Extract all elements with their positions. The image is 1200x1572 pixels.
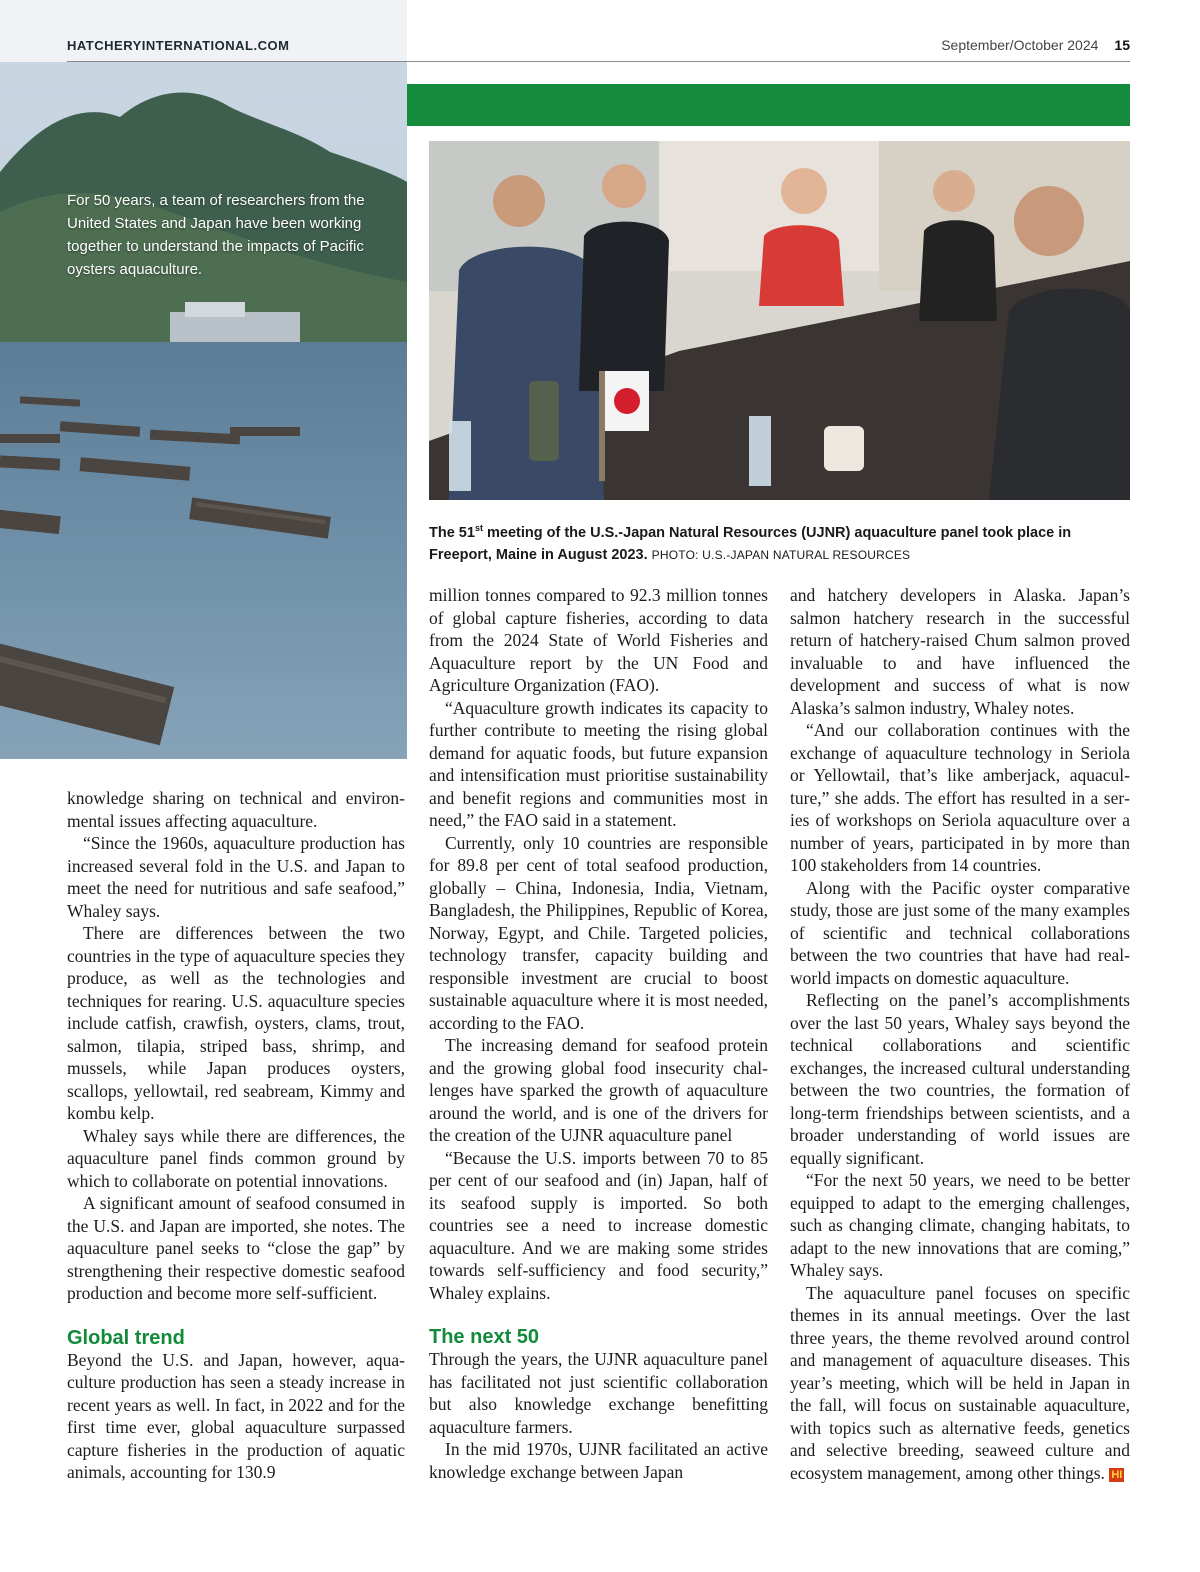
paragraph: There are differences between the two countries in the type of aquaculture species they produce, as well as the technologies and techniques for rearing. U.S. aquaculture species include catfish, crawfish, oysters, clams, trout, salmon, tilapia, striped bass, shrimp, and mussels, while Japan produces oysters, scallops, yellowtail, red seabream, Kimmy and kombu kelp. (67, 923, 405, 1123)
paragraph: The increasing demand for seafood protein and the growing global food insecurity challenges have sparked the growth of aquaculture around the world, and is one of the drivers for the creation of the UJNR aquaculture panel (429, 1035, 768, 1145)
section-heading-global-trend: Global trend (67, 1326, 185, 1349)
paragraph: Reflecting on the panel’s accomplishments over the last 50 years, Whaley says beyond the technical collaborations and scientific exchanges, the increased cultural understanding between the two countries, the formation of long-term friendships between scientists, and a broader understanding of world issues are equally significant. (790, 990, 1130, 1168)
paragraph: and hatchery developers in Alaska. Japan’s salmon hatchery research in the successful return of hatchery-raised Chum salmon proved invaluable to and have influenced the development and success of what is now Alaska’s salmon industry, Whaley notes. (790, 585, 1130, 718)
article-column-2 (429, 584, 768, 1483)
site-url: HATCHERYINTERNATIONAL.COM (67, 38, 290, 53)
caption-superscript: st (474, 523, 483, 533)
paragraph: Whaley says while there are differences, the aquaculture panel finds common ground by which to collaborate on potential innovations. (67, 1125, 405, 1191)
paragraph: “Because the U.S. imports between 70 to 85 per cent of our seafood and (in) Japan, half of its seafood supply is imported. So both countries see a need to increase domestic aquaculture. And we are making some strides towards self-sufficiency and food security,” Whaley explains. (429, 1147, 768, 1303)
paragraph-text: The aquaculture panel focuses on specific themes in its annual meetings. Over the last three years, the theme revolved around control and management of aquaculture diseases. This year’s meeting, which will be held in Japan in the fall, will focus on sustainable aquaculture, with topics such as alternative feeds, genetics and selective breeding, seaweed culture and ecosystem management, among other things. (790, 1282, 1130, 1483)
issue-info (941, 37, 1130, 53)
paragraph: “Since the 1960s, aquaculture production has increased several fold in the U.S. and Japan to meet the need for nutritious and safe seafood,” Whaley says. (67, 833, 405, 921)
paragraph: A significant amount of seafood consumed in the U.S. and Japan are imported, she notes. The aquaculture panel seeks to “close the gap” by strengthening their respective domestic seafood production and become more self-sufficient. (67, 1193, 405, 1303)
article-column-1 (67, 787, 405, 1484)
green-accent-band (407, 84, 1130, 126)
paragraph: In the mid 1970s, UJNR facilitated an active knowledge exchange between Japan (429, 1439, 768, 1482)
caption-text: meeting of the U.S.-Japan Natural Resources (UJNR) aquaculture panel took place in Freeport, Maine in August 2023. (429, 524, 1072, 563)
paragraph: knowledge sharing on technical and environmental issues affecting aquaculture. (67, 788, 405, 831)
paragraph: “Aquaculture growth indicates its capacity to further contribute to meeting the rising global demand for aquatic foods, but future expansion and intensification must prioritise sustainability and benefit regions and communities most in need,” the FAO said in a statement. (429, 697, 768, 830)
paragraph: Currently, only 10 countries are responsible for 89.8 per cent of total seafood production, globally – China, Indonesia, India, Vietnam, Bangladesh, the Philippines, Republic of Korea, Norway, Egypt, and Chile. Targeted policies, technology transfer, capacity building and responsible investment are crucial to boost sustainable aquaculture where it is most needed, according to the FAO. (429, 832, 768, 1033)
section-heading-next-50: The next 50 (429, 1326, 540, 1348)
photo-credit: PHOTO: U.S.-JAPAN NATURAL RESOURCES (651, 547, 911, 562)
paragraph: Beyond the U.S. and Japan, however, aquaculture production has seen a steady increase in recent years as well. In fact, in 2022 and for the first time ever, global aquaculture surpassed capture fisheries in the production of aquatic animals, accounting for 130.9 (67, 1349, 405, 1482)
paragraph: “For the next 50 years, we need to be better equipped to adapt to the emerging challenges, such as changing climate, changing habitats, to adapt to the new innovations that are coming,” Whaley says. (790, 1170, 1130, 1280)
paragraph: million tonnes compared to 92.3 million tonnes of global capture fisheries, according to data from the 2024 State of World Fisheries and Aquaculture report by the UN Food and Agriculture Organization (FAO). (429, 585, 768, 695)
paragraph-final (790, 1282, 1130, 1485)
article-column-3 (790, 584, 1130, 1484)
issue-date: September/October 2024 (941, 37, 1099, 53)
oyster-farm-photo (0, 62, 407, 759)
paragraph: Through the years, the UJNR aquaculture panel has facilitated not just scientific collaboration but also knowledge exchange benefitting aquaculture farmers. (429, 1349, 768, 1437)
page-number: 15 (1114, 37, 1130, 53)
oyster-photo-caption: For 50 years, a team of researchers from the United States and Japan have been working together to understand the impacts of Pacific oysters aquaculture. (67, 192, 365, 278)
end-mark-icon: HI (1111, 1468, 1123, 1481)
paragraph: “And our collaboration continues with the exchange of aquaculture technology in Seriola or Yellowtail, that’s like amberjack, aquaculture,” she adds. The effort has resulted in a series of workshops on Seriola aquaculture over a number of years, participated in by more than 100 stakeholders from 14 countries. (790, 720, 1130, 875)
meeting-photo-caption (429, 517, 1130, 566)
caption-lead: The 51 (429, 524, 475, 541)
paragraph: Along with the Pacific oyster comparative study, those are just some of the many examples of scientific and technical collaborations between the two countries that have had real-world impacts on domestic aquaculture. (790, 877, 1130, 988)
meeting-photo (429, 141, 1130, 500)
